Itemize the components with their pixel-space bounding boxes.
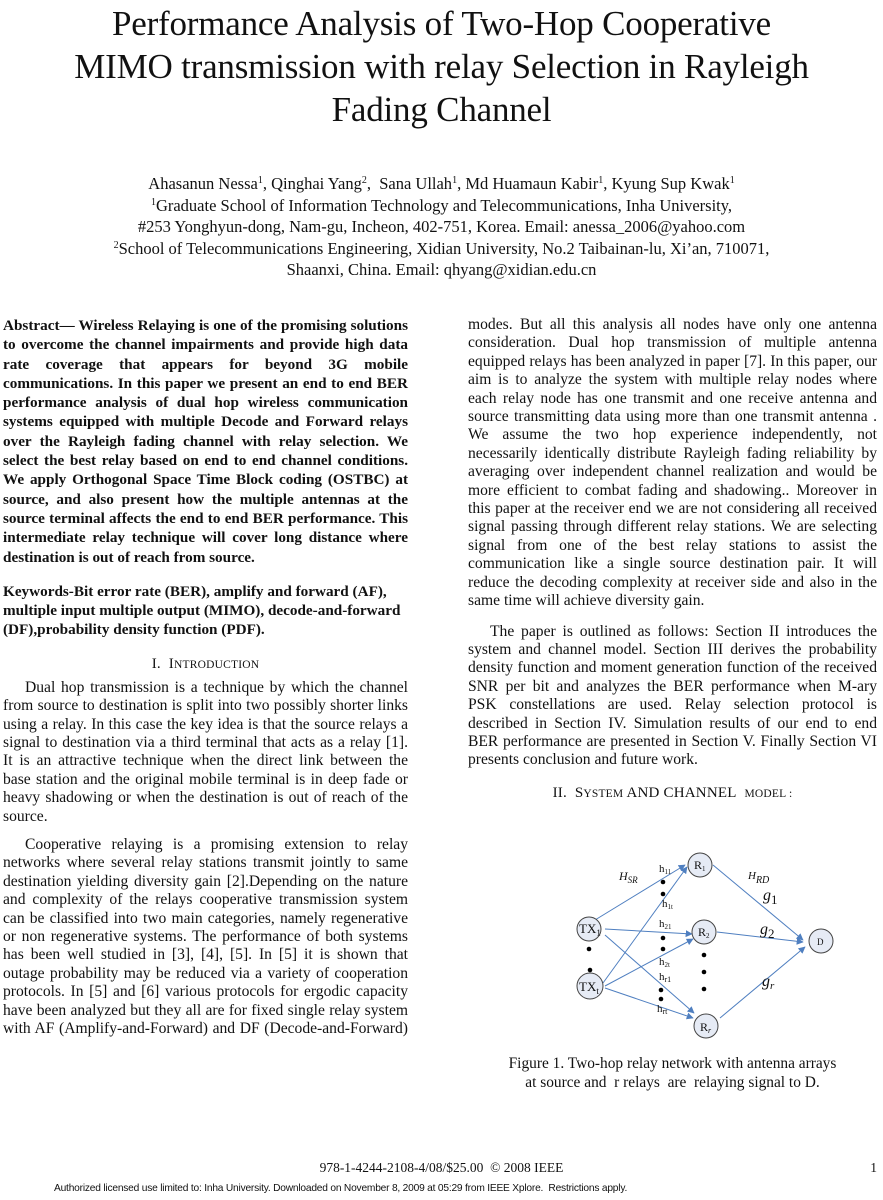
label-hsr: $H_{SR}$: [619, 869, 638, 885]
author-block: [0, 173, 883, 281]
author-affiliation-mark: 1: [452, 175, 458, 186]
source-relay-links: [595, 865, 694, 1018]
section-number: II.: [552, 784, 567, 801]
left-column: [3, 316, 408, 1038]
footer-isbn-copyright: 978-1-4244-2108-4/08/$25.00 © 2008 IEEE: [319, 1160, 564, 1175]
keywords: Keywords-Bit error rate (BER), amplify and forward (AF), multiple input multiple output (MIMO), decode-and-forward (DF),probability density function (PDF).: [3, 582, 401, 639]
affiliation-1-address: #253 Yonghyun-dong, Nam-gu, Incheon, 402-751, Korea. Email: anessa_2006@yahoo.com: [137, 217, 746, 236]
author-name: Sana Ullah: [379, 174, 453, 193]
caption-line-1: Figure 1. Two-hop relay network with antenna arrays: [508, 1055, 837, 1072]
link-txt-rr: [605, 988, 693, 1018]
label-txt: $TX_t$: [579, 979, 599, 996]
abstract-label: Abstract—: [3, 317, 75, 334]
author-name: Md Huamaun Kabir: [465, 174, 599, 193]
section-title-rest: NTRODUCTION: [174, 658, 260, 671]
title-line-2: MIMO transmission with relay Selection in Rayleigh: [74, 47, 809, 86]
right-column: [468, 316, 877, 808]
label-h2t: h2t: [659, 956, 670, 969]
affiliation-2: [0, 238, 883, 260]
label-h1t: h1t: [662, 898, 673, 911]
author-name: Qinghai Yang: [271, 174, 362, 193]
label-rr: Rr: [700, 1020, 712, 1035]
author-affiliation-mark: 1: [598, 175, 604, 186]
affiliation-2-address: Shaanxi, China. Email: qhyang@xidian.edu.cn: [286, 260, 597, 279]
author-list: Ahasanun Nessa$^1$, Qinghai Yang$^2$, Sana Ullah$^1$, Md Huamaun Kabir$^1$, Kyung Sup Kwak$^1$: [148, 174, 735, 193]
author-name: Ahasanun Nessa: [148, 174, 258, 193]
affiliation-1: [0, 195, 883, 217]
label-gr: gr: [762, 973, 775, 992]
link-tx1-r1: [595, 865, 685, 920]
affiliation-text: School of Telecommunications Engineering, Xidian University, No.2 Taibainan-lu, Xi’an, 710071,: [118, 238, 770, 258]
label-hr1: hr1: [659, 971, 672, 984]
intro-paragraph-1: Dual hop transmission is a technique by which the channel from source to destination is split into two possibly shorter links using a relay. In this case the key idea is that the source relays a signal to destination via a third terminal that acts as a relay [1]. It is an attractive technique when the direct link between the base station and the original mobile terminal is in deep fade or heavy shadowing or when the destination is out of reach of the source.: [3, 678, 408, 825]
section-heading-introduction: [3, 655, 408, 675]
section-title-tail: MODEL :: [744, 787, 793, 800]
intro-paragraph-2: Cooperative relaying is a promising extension to relay networks where several relay stations transmit jointly to same destination yielding diversity gain [2].Depending on the nature and complexity of the relays cooperative transmission system can be classified into two main categories, namely regenerative or non regenerative systems. The performance of both systems has been well studied in [3], [4], [5]. In [5] it is shown that outage probability may be reduced via a variety of cooperation protocols. In [5] and [6] various protocols for ergodic capacity have been analyzed but they all are for fixed single relay system with AF (Amplify-and-Forward) and DF (Decode-and-Forward): [3, 836, 408, 1038]
section-number: I.: [151, 655, 161, 672]
paper-title: [0, 2, 883, 131]
affiliation-text: Graduate School of Information Technology and Telecommunications, Inha University,: [155, 195, 733, 215]
relay-destination-links: [713, 865, 805, 1018]
label-d: D: [817, 937, 824, 947]
author-affiliation-mark: 1: [257, 175, 263, 186]
section-title-mid: AND CHANNEL: [626, 784, 737, 801]
label-g2: $g_2$: [760, 921, 775, 941]
intro-paragraph-2-continued: modes. But all this analysis all nodes have only one antenna consideration. Dual hop transmission of multiple antenna equipped relays has been analyzed in paper [7]. In this paper, our aim is to analyze the system with multiple relay nodes where each relay node has one transmit and one receive antenna and source transmitting data using more than one transmit antenna . We assume the two hop experience independently, not necessarily identically distribute Rayleigh fading reliability by averaging over independent channel realization and would be more efficient to combat fading and shadowing.. Moreover in this paper at the receiver end we are not considering all received signal passing through different relay stations. We are selecting signal from one of the best relay stations to assist the communication like a single source destination pair. It will reduce the decoding complexity at receiver side and also in the same time will achieve diversity gain.: [468, 316, 877, 610]
affiliation-mark: 1: [150, 196, 156, 208]
abstract: [3, 316, 408, 567]
author-name: Kyung Sup Kwak: [611, 174, 730, 193]
section-title-rest: YSTEM: [583, 787, 624, 800]
label-h21: h21: [659, 918, 672, 931]
section-initial: S: [574, 784, 584, 801]
section-initial: I: [168, 655, 174, 672]
ellipsis-dots: [587, 880, 707, 1002]
label-r1: R1: [694, 858, 706, 873]
figure-1-relay-network-diagram: [565, 845, 865, 1045]
nodes: [577, 853, 833, 1038]
link-txt-r1: [603, 867, 687, 983]
link-tx1-rr: [605, 935, 694, 1013]
label-hrd: HRD: [748, 870, 770, 886]
author-affiliation-mark: 2: [361, 175, 367, 186]
caption-line-2: at source and r relays are relaying signal to D.: [525, 1074, 820, 1091]
abstract-text: Wireless Relaying is one of the promising solutions to overcome the channel impairments and provide high data rate coverage that appears for beyond 3G mobile communications. In this paper we present an end to end BER performance analysis of dual hop wireless communication systems equipped with multiple Decode and Forward relays over the Rayleigh fading channel with relay selection. We select the best relay based on end to end channel conditions. We apply Orthogonal Space Time Block coding (OSTBC) at source, and also present how the multiple antennas at the source terminal affects the end to end BER performance. This intermediate relay technique will cover long distance where destination is out of reach from source.: [3, 317, 408, 566]
label-g1: $g_1$: [763, 887, 778, 907]
label-hrt: hrt: [657, 1003, 668, 1016]
title-line-1: Performance Analysis of Two-Hop Cooperative: [112, 4, 771, 43]
intro-paragraph-3: The paper is outlined as follows: Section II introduces the system and channel model. Section III derives the probability density function and moment generation function of the received SNR per bit and analyzes the BER performance when M-ary PSK constellations are used. Relay selection protocol is described in Section IV. Simulation results of our end to end BER performance are presented in Section V. Finally Section VI presents conclusion and future work.: [468, 622, 877, 769]
page-number: 1: [870, 1160, 877, 1175]
affiliation-mark: 2: [113, 239, 119, 251]
label-r2: R2: [698, 925, 710, 940]
label-tx1: $TX_1$: [579, 921, 601, 938]
link-tx1-r2: [605, 929, 692, 934]
figure-1-caption: [468, 1054, 877, 1092]
author-affiliation-mark: 1: [729, 175, 735, 186]
section-heading-system-model: [468, 784, 877, 804]
license-notice: Authorized licensed use limited to: Inha University. Downloaded on November 8, 2009 at 05:29 from IEEE Xplore. Restrictions apply.: [54, 1183, 628, 1194]
label-h11: h11: [659, 863, 672, 876]
title-line-3: Fading Channel: [331, 90, 552, 129]
